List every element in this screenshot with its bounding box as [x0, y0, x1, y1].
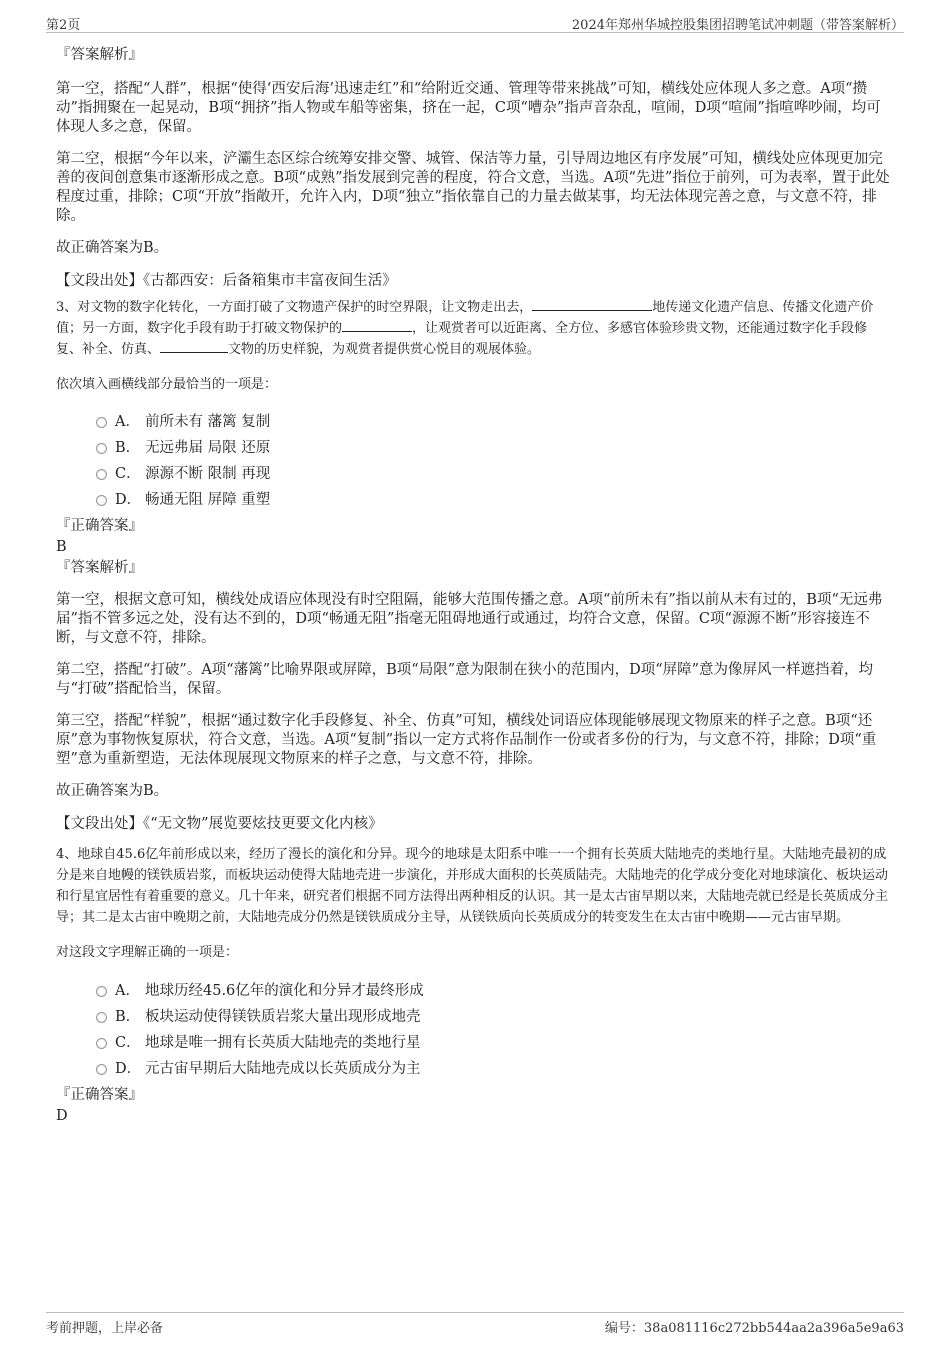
- option-text: 源源不断 限制 再现: [145, 465, 271, 482]
- q3-option-c[interactable]: [96, 459, 890, 485]
- page-header: [46, 10, 904, 33]
- page-content: [56, 46, 890, 1126]
- q4-prompt: 对这段文字理解正确的一项是：: [56, 945, 239, 960]
- radio-icon[interactable]: [96, 986, 107, 997]
- radio-icon[interactable]: [96, 469, 107, 480]
- q3-options: [96, 407, 890, 511]
- page-footer: [46, 1312, 904, 1335]
- document-title: 2024年郑州华城控股集团招聘笔试冲刺题（带答案解析）: [571, 18, 904, 33]
- option-letter: A．: [115, 982, 140, 999]
- document-code: 编号：38a081116c272bb544aa2a396a5e9a63: [604, 1321, 904, 1336]
- q2-analysis-p2: 第二空，根据“今年以来，浐灞生态区综合统筹安排交警、城管、保洁等力量，引导周边地区有序发展”可知，横线处应体现更加完善的夜间创意集市逐渐形成之意。B项“成熟”指发展到完善的程度，符合文意，当选。A项“先进”指位于前列，可为表率，置于此处程度过重，排除；C项“开放”指敞开，允许入内，D项“独立”指依靠自己的力量去做某事，均无法体现完善之意，与文意不符，排除。: [56, 151, 890, 224]
- option-text: 无远弗届 局限 还原: [145, 439, 271, 456]
- q4-stem: 4、地球自45.6亿年前形成以来，经历了漫长的演化和分异。现今的地球是太阳系中唯一一个拥有长英质大陆地壳的类地行星。大陆地壳最初的成分是来自地幔的镁铁质岩浆，而板块运动使得大陆地壳进一步演化，并形成大面积的长英质陆壳。大陆地壳的化学成分变化对地球演化、板块运动和行星宜居性有着重要的意义。几十年来，研究者们根据不同方法得出两种相反的认识。其一是太古宙早期以来，大陆地壳就已经是长英质成分主导；其二是太古宙中晚期之前，大陆地壳成分仍然是镁铁质成分主导，从镁铁质向长英质成分的转变发生在太古宙中晚期——元古宙早期。: [56, 847, 889, 925]
- option-letter: B．: [115, 1008, 141, 1025]
- q3-option-d[interactable]: [96, 485, 890, 511]
- option-letter: D．: [115, 1060, 142, 1077]
- q2-analysis-label: 『答案解析』: [56, 47, 143, 63]
- q2-conclusion: 故正确答案为B。: [56, 240, 169, 256]
- q3-blank-1: [532, 297, 652, 311]
- radio-icon[interactable]: [96, 495, 107, 506]
- q2-source: 【文段出处】《古都西安：后备箱集市丰富夜间生活》: [56, 273, 397, 289]
- q3-answer-label: 『正确答案』: [56, 518, 143, 534]
- q3-analysis-label: 『答案解析』: [56, 560, 143, 576]
- q3-analysis-p2: 第二空，搭配“打破”。A项“藩篱”比喻界限或屏障，B项“局限”意为限制在狭小的范围内，D项“屏障”意为像屏风一样遮挡着，均与“打破”搭配恰当，保留。: [56, 662, 874, 697]
- q3-analysis-p3: 第三空，搭配“样貌”，根据“通过数字化手段修复、补全、仿真”可知，横线处词语应体现能够展现文物原来的样子之意。B项“还原”意为事物恢复原状，符合文意，当选。A项“复制”指以一定方式将作品制作一份或者多份的行为，与文意不符，排除；D项“重塑”意为重新塑造，无法体现展现文物原来的样子之意，与文意不符，排除。: [56, 713, 877, 767]
- option-text: 地球是唯一拥有长英质大陆地壳的类地行星: [145, 1034, 421, 1051]
- radio-icon[interactable]: [96, 1038, 107, 1049]
- q3-prompt: 依次填入画横线部分最恰当的一项是：: [56, 377, 278, 392]
- q3-stem-part-c: ，让观赏者可以近距离、全方位、多感官体验珍贵文物，还能通过数字化手段修复、补全、仿真、: [56, 321, 868, 357]
- option-text: 板块运动使得镁铁质岩浆大量出现形成地壳: [145, 1008, 421, 1025]
- q3-source: 【文段出处】《“无文物”展览要炫技更要文化内核》: [56, 816, 383, 832]
- option-text: 畅通无阻 屏障 重塑: [145, 491, 271, 508]
- option-letter: B．: [115, 439, 141, 456]
- q4-options: [96, 976, 890, 1080]
- radio-icon[interactable]: [96, 443, 107, 454]
- option-text: 元古宙早期后大陆地壳成以长英质成分为主: [145, 1060, 421, 1077]
- q3-blank-2: [342, 318, 412, 332]
- q3-option-b[interactable]: [96, 433, 890, 459]
- option-text: 前所未有 藩篱 复制: [145, 413, 271, 430]
- option-letter: D．: [115, 491, 142, 508]
- q4-option-b[interactable]: [96, 1002, 890, 1028]
- q3-stem-part-b: 地传递文化遗产信息、传播文化遗产价值；另一方面，数字化手段有助于打破文物保护的: [56, 300, 874, 336]
- radio-icon[interactable]: [96, 1012, 107, 1023]
- q3-analysis-p1: 第一空，根据文意可知，横线处成语应体现没有时空阻隔，能够大范围传播之意。A项“前所未有”指以前从未有过的，B项“无远弗届”指不管多远之处，没有达不到的，D项“畅通无阻”指毫无阻碍地通行或通过，均符合文意，保留。C项“源源不断”形容接连不断，与文意不符，排除。: [56, 592, 883, 646]
- q3-blank-3: [160, 339, 228, 353]
- option-letter: C．: [115, 1034, 141, 1051]
- q4-option-a[interactable]: [96, 976, 890, 1002]
- option-letter: A．: [115, 413, 140, 430]
- radio-icon[interactable]: [96, 417, 107, 428]
- radio-icon[interactable]: [96, 1064, 107, 1075]
- q4-answer-label: 『正确答案』: [56, 1087, 143, 1103]
- q3-conclusion: 故正确答案为B。: [56, 783, 169, 799]
- q3-answer: B: [56, 539, 67, 555]
- option-text: 地球历经45.6亿年的演化和分异才最终形成: [145, 982, 424, 999]
- q3-stem: [56, 297, 890, 360]
- footer-slogan: 考前押题，上岸必备: [46, 1321, 164, 1336]
- page-number: 第2页: [46, 18, 81, 33]
- q4-option-c[interactable]: [96, 1028, 890, 1054]
- q4-option-d[interactable]: [96, 1054, 890, 1080]
- option-letter: C．: [115, 465, 141, 482]
- q4-answer: D: [56, 1108, 68, 1124]
- q3-stem-part-a: 3、对文物的数字化转化，一方面打破了文物遗产保护的时空界限，让文物走出去，: [56, 300, 533, 315]
- q2-analysis-p1: 第一空，搭配“人群”，根据“使得‘西安后海’迅速走红”和“给附近交通、管理等带来挑战”可知，横线处应体现人多之意。A项“攒动”指拥聚在一起晃动，B项“拥挤”指人物或车船等密集，挤在一起，C项“嘈杂”指声音杂乱，喧闹，D项“喧闹”指喧哗吵闹，均可体现人多之意，保留。: [56, 81, 881, 135]
- q3-option-a[interactable]: [96, 407, 890, 433]
- q3-stem-part-d: 文物的历史样貌，为观赏者提供赏心悦目的观展体验。: [228, 342, 541, 357]
